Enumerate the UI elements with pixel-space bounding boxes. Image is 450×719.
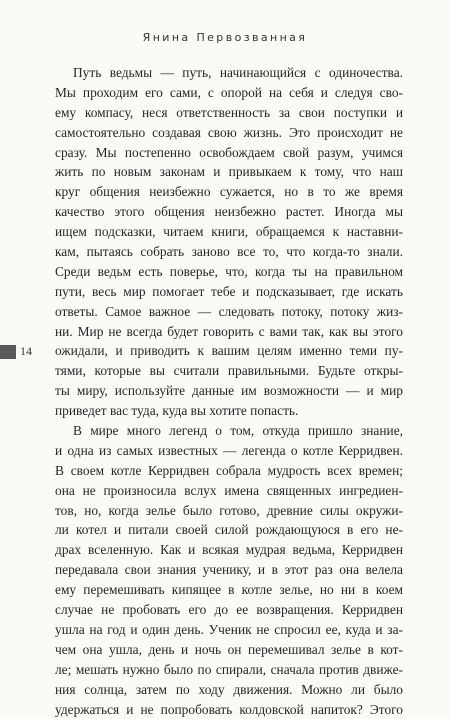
text-line: драх вселенную. Как и всякая мудрая ведьма, Керридвен bbox=[55, 540, 403, 560]
text-line: передавала свои знания ученику, и в этот раз она велела bbox=[55, 560, 403, 580]
body-text bbox=[55, 63, 403, 719]
text-line: Мы проходим его сами, с опорой на себя и следуя сво- bbox=[55, 83, 403, 103]
text-line: круг общения неизбежно сужается, но в то же время bbox=[55, 182, 403, 202]
text-line: жить по новым законам и привыкаем к тому, что наш bbox=[55, 162, 403, 182]
text-line: ушла на год и один день. Ученик не спросил ее, куда и за- bbox=[55, 620, 403, 640]
text-line: приведет вас туда, куда вы хотите попасть. bbox=[55, 401, 403, 421]
text-line: ему компасу, неся ответственность за свои поступки и bbox=[55, 103, 403, 123]
text-line: качество этого общения неизбежно растет. Иногда мы bbox=[55, 202, 403, 222]
text-line: ты миру, используйте данные им возможности — и мир bbox=[55, 381, 403, 401]
page-tab-bar bbox=[0, 345, 16, 359]
text-line: ему перемешивать кипящее в котле зелье, но ни в коем bbox=[55, 580, 403, 600]
text-line: ли котел и питали своей силой рождающуюся в его не- bbox=[55, 520, 403, 540]
page-number: 14 bbox=[20, 344, 32, 359]
text-line: ле; мешать нужно было по спирали, сначала против движе- bbox=[55, 660, 403, 680]
running-head-author: Янина Первозванная bbox=[0, 31, 450, 44]
text-line: тями, которые вы считали правильными. Будьте откры- bbox=[55, 361, 403, 381]
text-line: ни. Мир не всегда будет говорить с вами так, как вы этого bbox=[55, 322, 403, 342]
text-line: кам, пытаясь собрать заново все то, что когда-то знали. bbox=[55, 242, 403, 262]
text-line: ния солнца, затем по ходу движения. Можно ли было bbox=[55, 680, 403, 700]
text-line: Путь ведьмы — путь, начинающийся с одиночества. bbox=[55, 63, 403, 83]
text-line: пути, весь мир помогает тебе и подсказывает, где искать bbox=[55, 282, 403, 302]
text-line: она не произносила вслух имена священных ингредиен- bbox=[55, 481, 403, 501]
text-line: случае не пробовать его до ее возвращения. Керридвен bbox=[55, 600, 403, 620]
text-line: ищем подсказки, читаем книги, обращаемся к наставни- bbox=[55, 222, 403, 242]
text-line: тов, но, когда зелье было готово, древние силы окружи- bbox=[55, 501, 403, 521]
text-line: ожидали, и приводить к вашим целям именно теми пу- bbox=[55, 341, 403, 361]
text-line: удержаться и не попробовать колдовской напиток? Этого bbox=[55, 700, 403, 719]
text-line: чем она ушла, день и ночь он перемешивал зелье в кот- bbox=[55, 640, 403, 660]
text-line: Среди ведьм есть поверье, что, когда ты на правильном bbox=[55, 262, 403, 282]
page-marker bbox=[0, 344, 32, 359]
text-line: и одна из самых известных — легенда о котле Керридвен. bbox=[55, 441, 403, 461]
text-line: сразу. Мы постепенно освобождаем свой разум, учимся bbox=[55, 143, 403, 163]
text-line: В своем котле Керридвен собрала мудрость всех времен; bbox=[55, 461, 403, 481]
text-line: ответы. Самое важное — следовать потоку, потоку жиз- bbox=[55, 302, 403, 322]
text-line: В мире много легенд о том, откуда пришло знание, bbox=[55, 421, 403, 441]
text-line: самостоятельно создавая свою жизнь. Это происходит не bbox=[55, 123, 403, 143]
